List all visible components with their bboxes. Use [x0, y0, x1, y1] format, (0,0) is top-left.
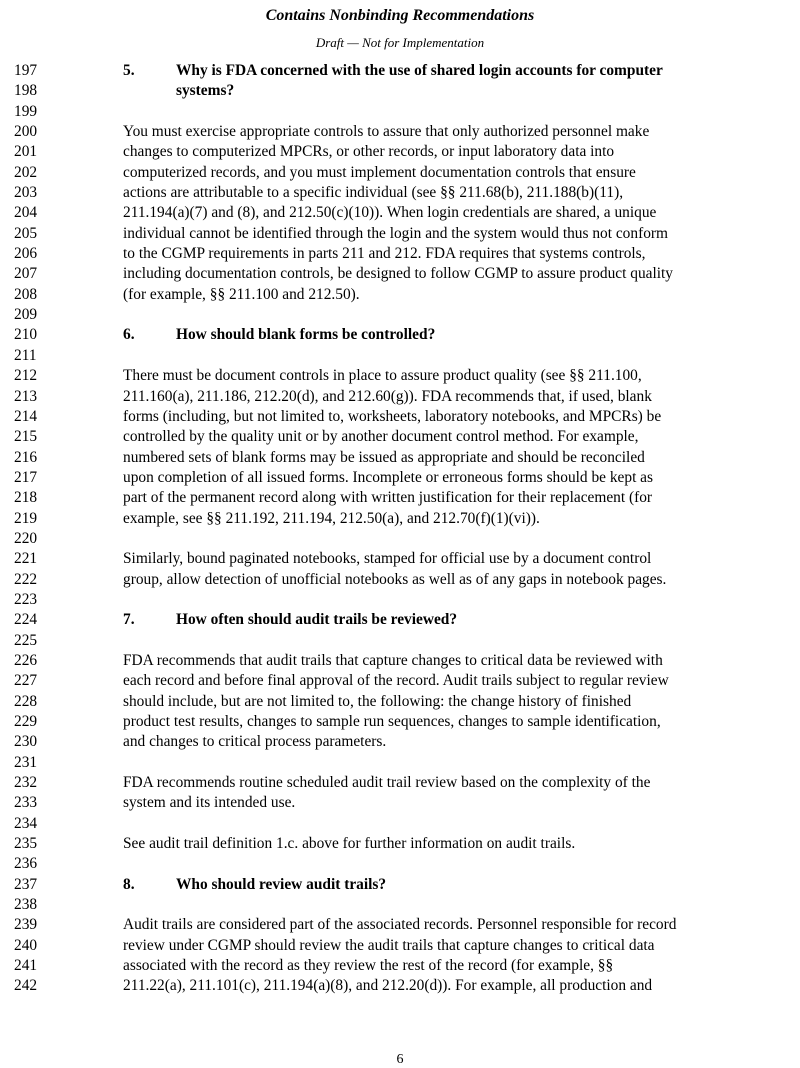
- line-number: 221: [14, 550, 38, 568]
- page-number: 6: [396, 1052, 404, 1067]
- question-7-heading: [123, 610, 773, 630]
- line-number: 238: [14, 896, 38, 914]
- line-number: 213: [14, 387, 38, 405]
- blank-line: [123, 753, 773, 773]
- question-6-heading: [123, 325, 773, 345]
- line-number: 201: [14, 143, 38, 161]
- line-number: 215: [14, 428, 38, 446]
- question-text: How should blank forms be controlled?: [176, 326, 436, 344]
- line-number: 202: [14, 163, 38, 181]
- paragraph-line: See audit trail definition 1.c. above for further information on audit trails.: [123, 835, 576, 853]
- blank-line: [123, 854, 773, 874]
- line-number: 198: [14, 82, 38, 100]
- paragraph-line: You must exercise appropriate controls to assure that only authorized personnel make: [123, 123, 650, 141]
- line-number: 205: [14, 224, 38, 242]
- paragraph-line: part of the permanent record along with written justification for their replacement (for: [123, 489, 653, 507]
- line-number: 214: [14, 407, 38, 425]
- line-number: 209: [14, 306, 38, 324]
- line-number: 210: [14, 326, 38, 344]
- paragraph-line: numbered sets of blank forms may be issued as appropriate and should be reconciled: [123, 448, 645, 466]
- line-number: 206: [14, 245, 38, 263]
- line-number-column: [14, 61, 54, 997]
- line-number: 217: [14, 468, 38, 486]
- line-number: 219: [14, 509, 38, 527]
- paragraph-line: controlled by the quality unit or by another document control method. For example,: [123, 428, 639, 446]
- line-number: 222: [14, 570, 38, 588]
- line-number: 229: [14, 713, 38, 730]
- paragraph-line: FDA recommends routine scheduled audit trail review based on the complexity of the: [123, 774, 651, 792]
- line-number: 239: [14, 916, 38, 934]
- line-number: 218: [14, 489, 38, 507]
- line-number: 230: [14, 733, 38, 751]
- paragraph-line: Audit trails are considered part of the associated records. Personnel responsible for record: [123, 916, 677, 934]
- paragraph-line: changes to computerized MPCRs, or other records, or input laboratory data into: [123, 143, 615, 161]
- line-number: 225: [14, 631, 38, 649]
- question-number: 6.: [123, 326, 135, 344]
- line-number: 226: [14, 651, 38, 669]
- line-number: 235: [14, 835, 38, 853]
- blank-line: [123, 305, 773, 325]
- question-5-heading-cont: systems?: [176, 82, 235, 100]
- running-header-title: Contains Nonbinding Recommendations: [265, 7, 535, 24]
- question-8-heading: [123, 875, 773, 895]
- paragraph-line: computerized records, and you must implement documentation controls that ensure: [123, 163, 636, 181]
- question-number: 7.: [123, 611, 135, 629]
- paragraph-line: system and its intended use.: [123, 794, 296, 812]
- line-number: 199: [14, 102, 38, 120]
- line-number: 233: [14, 794, 38, 812]
- paragraph-line: 211.194(a)(7) and (8), and 212.50(c)(10)). When login credentials are shared, a unique: [123, 204, 657, 222]
- paragraph-line: review under CGMP should review the audit trails that capture changes to critical data: [123, 936, 655, 954]
- line-number: 240: [14, 936, 38, 954]
- line-number: 212: [14, 367, 38, 385]
- line-number: 208: [14, 285, 38, 303]
- line-number: 236: [14, 855, 38, 873]
- line-number: 203: [14, 184, 38, 202]
- paragraph-line: including documentation controls, be designed to follow CGMP to assure product quality: [123, 265, 673, 283]
- blank-line: [123, 631, 773, 651]
- line-number: 216: [14, 448, 38, 466]
- paragraph-line: actions are attributable to a specific individual (see §§ 211.68(b), 211.188(b)(11),: [123, 184, 624, 202]
- paragraph-line: Similarly, bound paginated notebooks, stamped for official use by a document control: [123, 550, 652, 568]
- blank-line: [123, 102, 773, 122]
- line-number: 207: [14, 265, 38, 283]
- paragraph-line: example, see §§ 211.192, 211.194, 212.50(a), and 212.70(f)(1)(vi)).: [123, 509, 540, 527]
- paragraph-line: product test results, changes to sample run sequences, changes to sample identification,: [123, 713, 661, 730]
- blank-line: [123, 590, 773, 610]
- line-number: 197: [14, 62, 38, 79]
- question-number: 8.: [123, 875, 135, 893]
- paragraph-line: to the CGMP requirements in parts 211 and 212. FDA requires that systems controls,: [123, 245, 646, 263]
- question-text: Why is FDA concerned with the use of shared login accounts for computer: [176, 62, 663, 79]
- line-number: 242: [14, 977, 38, 995]
- question-number: 5.: [123, 62, 135, 79]
- paragraph-line: 211.160(a), 211.186, 212.20(d), and 212.60(g)). FDA recommends that, if used, blank: [123, 387, 652, 405]
- paragraph-line: each record and before final approval of the record. Audit trails subject to regular review: [123, 672, 669, 690]
- blank-line: [123, 529, 773, 549]
- paragraph-line: (for example, §§ 211.100 and 212.50).: [123, 285, 360, 303]
- paragraph-line: 211.22(a), 211.101(c), 211.194(a)(8), and 212.20(d)). For example, all production and: [123, 977, 653, 995]
- line-number: 228: [14, 692, 38, 710]
- blank-line: [123, 895, 773, 915]
- blank-line: [123, 346, 773, 366]
- paragraph-line: individual cannot be identified through the login and the system would thus not conform: [123, 224, 668, 242]
- blank-line: [123, 814, 773, 834]
- line-number: 211: [14, 346, 37, 364]
- line-number: 231: [14, 753, 38, 771]
- paragraph-line: There must be document controls in place to assure product quality (see §§ 211.100,: [123, 367, 642, 385]
- line-number: 241: [14, 957, 38, 975]
- line-number: 237: [14, 875, 38, 893]
- line-number: 204: [14, 204, 38, 222]
- line-number: 234: [14, 814, 38, 832]
- paragraph-line: group, allow detection of unofficial notebooks as well as of any gaps in notebook pages.: [123, 570, 667, 588]
- paragraph-line: associated with the record as they review the rest of the record (for example, §§: [123, 957, 614, 975]
- question-5-heading: [123, 61, 773, 81]
- line-number: 227: [14, 672, 38, 690]
- question-text: How often should audit trails be reviewed?: [176, 611, 458, 629]
- paragraph-line: upon completion of all issued forms. Incomplete or erroneous forms should be kept as: [123, 468, 654, 486]
- running-header-subtitle: Draft — Not for Implementation: [315, 35, 485, 50]
- paragraph-line: forms (including, but not limited to, worksheets, laboratory notebooks, and MPCRs) be: [123, 407, 662, 425]
- line-number: 200: [14, 123, 38, 141]
- line-number: 220: [14, 529, 38, 547]
- question-text: Who should review audit trails?: [176, 875, 387, 893]
- paragraph-line: should include, but are not limited to, the following: the change history of finished: [123, 692, 632, 710]
- paragraph-line: and changes to critical process parameters.: [123, 733, 387, 751]
- line-number: 224: [14, 611, 38, 629]
- line-number: 223: [14, 590, 38, 608]
- line-number: 232: [14, 774, 38, 792]
- paragraph-line: FDA recommends that audit trails that capture changes to critical data be reviewed with: [123, 651, 663, 669]
- document-body: [123, 61, 773, 997]
